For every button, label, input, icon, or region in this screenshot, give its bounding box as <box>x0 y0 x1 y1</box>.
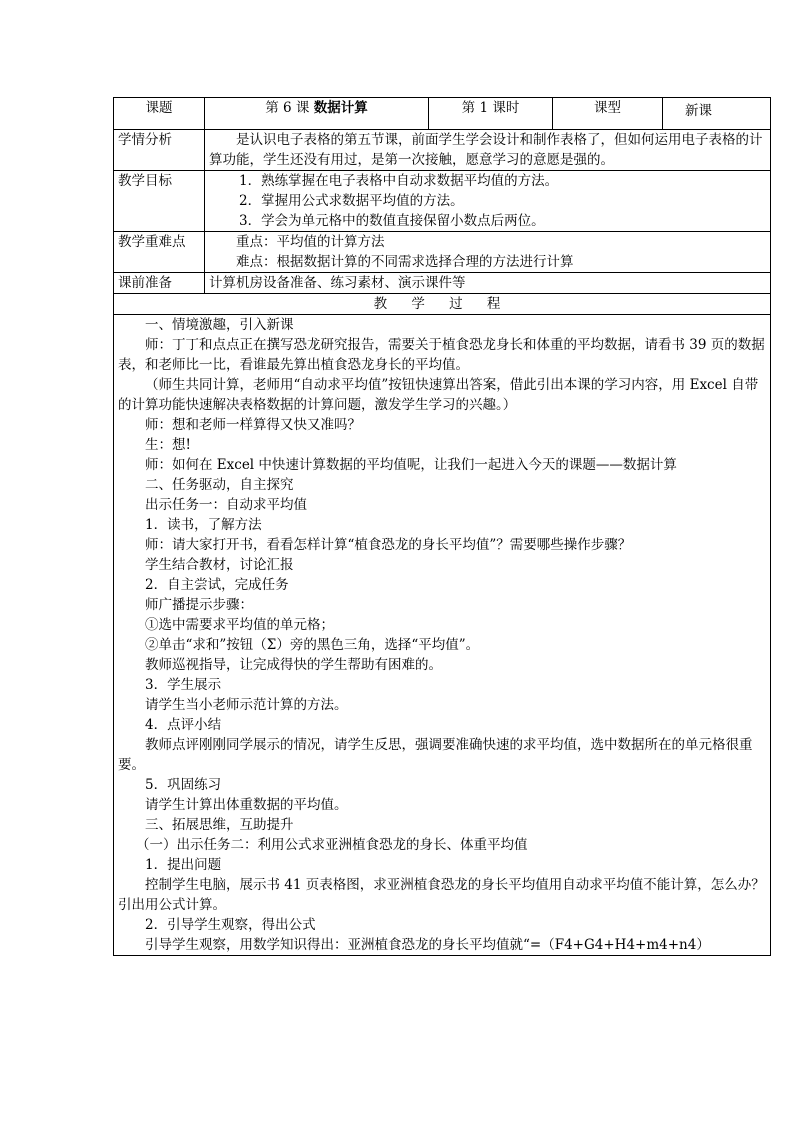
process-paragraph: 一、情境激趣，引入新课 <box>145 317 294 333</box>
process-paragraph: 出示任务一：自动求平均值 <box>145 497 307 513</box>
lesson-title: 数据计算 <box>313 100 368 116</box>
topic-label: 课题 <box>114 98 205 130</box>
process-paragraph: 生：想! <box>145 437 191 453</box>
row-label: 课前准备 <box>114 273 205 294</box>
process-title-row <box>114 294 771 315</box>
process-paragraph: 4．点评小结 <box>145 717 222 733</box>
process-row <box>114 315 771 956</box>
row-label: 教学重难点 <box>114 232 205 273</box>
key-point: 重点：平均值的计算方法 <box>236 234 385 250</box>
process-paragraph: 2．引导学生观察，得出公式 <box>145 917 316 933</box>
process-paragraph: 请学生计算出体重数据的平均值。 <box>145 797 348 813</box>
process-paragraph: 教师巡视指导，让完成得快的学生帮助有困难的。 <box>145 657 442 673</box>
type-label: 课型 <box>553 98 663 130</box>
process-paragraph: 1．读书，了解方法 <box>145 517 262 533</box>
objectives-row <box>114 171 771 232</box>
lesson-number: 第 6 课 <box>265 100 310 116</box>
student-analysis-row <box>114 130 771 171</box>
header-row <box>114 98 771 130</box>
process-paragraph: 师：想和老师一样算得又快又准吗？ <box>145 417 361 433</box>
process-paragraph: 师：如何在 Excel 中快速计算数据的平均值呢，让我们一起进入今天的课题——数据计算 <box>145 457 677 473</box>
analysis-text: 是认识电子表格的第五节课，前面学生学会设计和制作表格了，但如何运用电子表格的计算功能，学生还没有用过，是第一次接触，愿意学习的意愿是强的。 <box>209 132 763 168</box>
objective-item: 2．掌握用公式求数据平均值的方法。 <box>239 193 464 209</box>
process-paragraph: 引导学生观察，用数学知识得出：亚洲植食恐龙的身长平均值就“=（F4+G4+H4+m4+n4） <box>145 937 710 953</box>
process-paragraph: 1．提出问题 <box>145 857 222 873</box>
process-paragraph: 3．学生展示 <box>145 677 222 693</box>
row-content <box>205 232 771 273</box>
process-paragraph: （师生共同计算，老师用“自动求平均值”按钮快速算出答案，借此引出本课的学习内容，用 Excel 自带的计算功能快速解决表格数据的计算问题，激发学生学习的兴趣。） <box>118 377 759 413</box>
process-title: 教 学 过 程 <box>114 294 771 315</box>
row-label: 学情分析 <box>114 130 205 171</box>
row-content <box>205 130 771 171</box>
row-label: 教学目标 <box>114 171 205 232</box>
process-paragraph: （一）出示任务二：利用公式求亚洲植食恐龙的身长、体重平均值 <box>136 837 528 853</box>
process-content <box>114 315 771 956</box>
process-paragraph: ②单击“求和”按钮（Σ）旁的黑色三角，选择“平均值”。 <box>145 637 480 653</box>
lesson-plan-table <box>113 97 771 956</box>
process-paragraph: 教师点评刚刚同学展示的情况，请学生反思，强调要准确快速的求平均值，选中数据所在的单元格很重要。 <box>118 737 753 773</box>
process-paragraph: 学生结合教材，讨论汇报 <box>145 557 294 573</box>
process-paragraph: 请学生当小老师示范计算的方法。 <box>145 697 348 713</box>
process-paragraph: ①选中需要求平均值的单元格； <box>145 617 334 633</box>
lesson-title-cell <box>205 98 429 130</box>
type-value: 新课 <box>663 98 771 130</box>
process-paragraph: 2．自主尝试，完成任务 <box>145 577 289 593</box>
process-paragraph: 师：请大家打开书，看看怎样计算“植食恐龙的身长平均值”？需要哪些操作步骤？ <box>145 537 632 553</box>
process-paragraph: 二、任务驱动，自主探究 <box>145 477 294 493</box>
row-content: 计算机房设备准备、练习素材、演示课件等 <box>205 273 771 294</box>
objective-item: 3．学会为单元格中的数值直接保留小数点后两位。 <box>239 213 545 229</box>
preparation-row <box>114 273 771 294</box>
row-content <box>205 171 771 232</box>
lesson-period: 第 1 课时 <box>429 98 553 130</box>
process-paragraph: 三、拓展思维，互助提升 <box>145 817 294 833</box>
difficult-point: 难点：根据数据计算的不同需求选择合理的方法进行计算 <box>236 254 574 270</box>
process-paragraph: 控制学生电脑，展示书 41 页表格图，求亚洲植食恐龙的身长平均值用自动求平均值不能计算，怎么办？引出用公式计算。 <box>118 877 765 913</box>
process-paragraph: 师：丁丁和点点正在撰写恐龙研究报告，需要关于植食恐龙身长和体重的平均数据，请看书 39 页的数据表，和老师比一比，看谁最先算出植食恐龙身长的平均值。 <box>118 337 765 373</box>
process-paragraph: 师广播提示步骤： <box>145 597 253 613</box>
key-points-row <box>114 232 771 273</box>
process-paragraph: 5．巩固练习 <box>145 777 222 793</box>
objective-item: 1．熟练掌握在电子表格中自动求数据平均值的方法。 <box>239 173 559 189</box>
